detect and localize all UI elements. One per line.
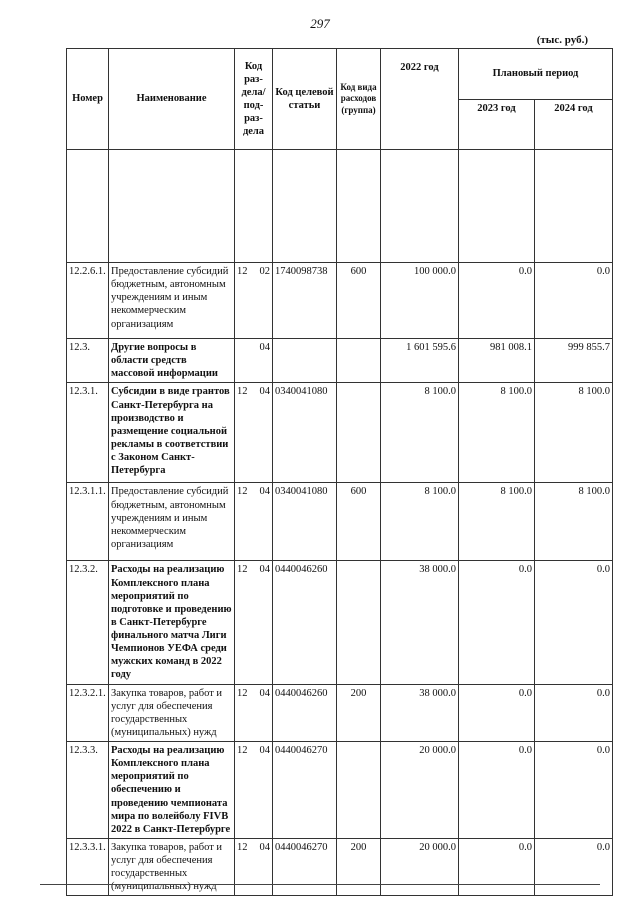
header-row bbox=[67, 49, 613, 100]
header-vid: Код вида расходов (группа) bbox=[337, 49, 381, 150]
budget-table bbox=[66, 48, 613, 896]
cell-name: Расходы на реализацию Комплексного плана мероприятий по подготовке и проведению в Санкт-Петербурге финального матча Лиги Чемпионов УЕФА среди мужских команд в 2022 году bbox=[109, 561, 235, 684]
cell-vid bbox=[337, 383, 381, 483]
table-row bbox=[67, 684, 613, 742]
cell-razdel-subsection: 04 bbox=[259, 745, 270, 756]
cell-2024: 0.0 bbox=[535, 263, 613, 339]
cell-target: 0440046260 bbox=[273, 684, 337, 742]
units-label: (тыс. руб.) bbox=[536, 34, 588, 46]
cell-2023: 8 100.0 bbox=[459, 383, 535, 483]
cell-2022: 38 000.0 bbox=[381, 684, 459, 742]
table-row bbox=[67, 742, 613, 839]
cell-razdel bbox=[235, 483, 273, 561]
cell-name: Предоставление субсидий бюджетным, автономным учреждениям и иным некоммерческим организациям bbox=[109, 483, 235, 561]
cell-vid bbox=[337, 742, 381, 839]
cell-target: 0440046260 bbox=[273, 561, 337, 684]
cell-2022: 38 000.0 bbox=[381, 561, 459, 684]
table-row bbox=[67, 263, 613, 339]
cell-razdel bbox=[235, 742, 273, 839]
cell-target: 0440046270 bbox=[273, 742, 337, 839]
cell-razdel-subsection: 04 bbox=[259, 486, 270, 498]
bottom-rule bbox=[40, 884, 600, 885]
cell-razdel-section: 12 bbox=[237, 564, 248, 576]
cell-nomer: 12.3. bbox=[67, 339, 109, 383]
cell-2023: 981 008.1 bbox=[459, 339, 535, 383]
cell-2023: 8 100.0 bbox=[459, 483, 535, 561]
cell-target: 0340041080 bbox=[273, 383, 337, 483]
cell-vid bbox=[337, 561, 381, 684]
cell-razdel bbox=[235, 339, 273, 383]
cell-2024: 999 855.7 bbox=[535, 339, 613, 383]
table-row bbox=[67, 561, 613, 684]
cell-vid bbox=[337, 339, 381, 383]
cell-2024: 8 100.0 bbox=[535, 483, 613, 561]
table-row bbox=[67, 483, 613, 561]
cell-target: 1740098738 bbox=[273, 263, 337, 339]
cell-razdel-section: 12 bbox=[237, 386, 248, 398]
cell-razdel-section: 12 bbox=[237, 841, 248, 853]
cell-razdel-subsection: 04 bbox=[259, 386, 270, 398]
gap-row bbox=[67, 150, 613, 263]
cell-razdel-subsection: 04 bbox=[259, 687, 270, 699]
cell-nomer: 12.3.3.1. bbox=[67, 838, 109, 896]
cell-2022: 20 000.0 bbox=[381, 838, 459, 896]
cell-2023: 0.0 bbox=[459, 561, 535, 684]
table-row bbox=[67, 383, 613, 483]
cell-name: Другие вопросы в области средств массовой информации bbox=[109, 339, 235, 383]
cell-2023: 0.0 bbox=[459, 684, 535, 742]
cell-2022: 1 601 595.6 bbox=[381, 339, 459, 383]
cell-name: Субсидии в виде грантов Санкт-Петербурга на производство и размещение социальной рекламы в соответствии с Законом Санкт-Петербурга bbox=[109, 383, 235, 483]
cell-razdel-subsection: 02 bbox=[259, 266, 270, 277]
cell-vid: 200 bbox=[337, 838, 381, 896]
cell-2023: 0.0 bbox=[459, 263, 535, 339]
cell-2024: 0.0 bbox=[535, 684, 613, 742]
cell-razdel-subsection: 04 bbox=[259, 564, 270, 576]
cell-razdel-subsection: 04 bbox=[259, 342, 270, 353]
cell-razdel-section: 12 bbox=[237, 745, 248, 756]
cell-2023: 0.0 bbox=[459, 742, 535, 839]
cell-razdel bbox=[235, 561, 273, 684]
page-number: 297 bbox=[310, 16, 330, 31]
cell-2024: 0.0 bbox=[535, 838, 613, 896]
header-razdel: Код раз- дела/ под- раз- дела bbox=[235, 49, 273, 150]
cell-name: Закупка товаров, работ и услуг для обеспечения государственных (муниципальных) нужд bbox=[109, 684, 235, 742]
cell-razdel-section: 12 bbox=[237, 266, 248, 277]
cell-target: 0440046270 bbox=[273, 838, 337, 896]
cell-razdel-section: 12 bbox=[237, 486, 248, 498]
header-nomer: Номер bbox=[67, 49, 109, 150]
cell-nomer: 12.3.3. bbox=[67, 742, 109, 839]
table-row bbox=[67, 339, 613, 383]
cell-name: Предоставление субсидий бюджетным, автономным учреждениям и иным некоммерческим организациям bbox=[109, 263, 235, 339]
cell-name: Закупка товаров, работ и услуг для обеспечения государственных (муниципальных) нужд bbox=[109, 838, 235, 896]
cell-vid: 600 bbox=[337, 483, 381, 561]
cell-razdel-section: 12 bbox=[237, 687, 248, 699]
header-name: Наименование bbox=[109, 49, 235, 150]
cell-2024: 0.0 bbox=[535, 742, 613, 839]
cell-nomer: 12.3.1. bbox=[67, 383, 109, 483]
cell-2022: 8 100.0 bbox=[381, 483, 459, 561]
cell-nomer: 12.3.2. bbox=[67, 561, 109, 684]
cell-2024: 0.0 bbox=[535, 561, 613, 684]
cell-2022: 8 100.0 bbox=[381, 383, 459, 483]
cell-name: Расходы на реализацию Комплексного плана мероприятий по обеспечению и проведению чемпионата мира по волейболу FIVB 2022 в Санкт-Петербурге bbox=[109, 742, 235, 839]
header-2023: 2023 год bbox=[459, 99, 535, 150]
table-row bbox=[67, 838, 613, 896]
cell-2022: 100 000.0 bbox=[381, 263, 459, 339]
cell-razdel-subsection: 04 bbox=[259, 841, 270, 853]
header-2022: 2022 год bbox=[381, 49, 459, 150]
cell-razdel bbox=[235, 383, 273, 483]
cell-nomer: 12.3.1.1. bbox=[67, 483, 109, 561]
cell-target: 0340041080 bbox=[273, 483, 337, 561]
cell-2023: 0.0 bbox=[459, 838, 535, 896]
header-target: Код целевой статьи bbox=[273, 49, 337, 150]
cell-razdel bbox=[235, 263, 273, 339]
cell-nomer: 12.3.2.1. bbox=[67, 684, 109, 742]
cell-vid: 600 bbox=[337, 263, 381, 339]
cell-nomer: 12.2.6.1. bbox=[67, 263, 109, 339]
cell-target bbox=[273, 339, 337, 383]
header-2024: 2024 год bbox=[535, 99, 613, 150]
cell-2022: 20 000.0 bbox=[381, 742, 459, 839]
cell-vid: 200 bbox=[337, 684, 381, 742]
cell-razdel bbox=[235, 838, 273, 896]
cell-razdel bbox=[235, 684, 273, 742]
cell-2024: 8 100.0 bbox=[535, 383, 613, 483]
header-plan: Плановый период bbox=[459, 49, 613, 100]
